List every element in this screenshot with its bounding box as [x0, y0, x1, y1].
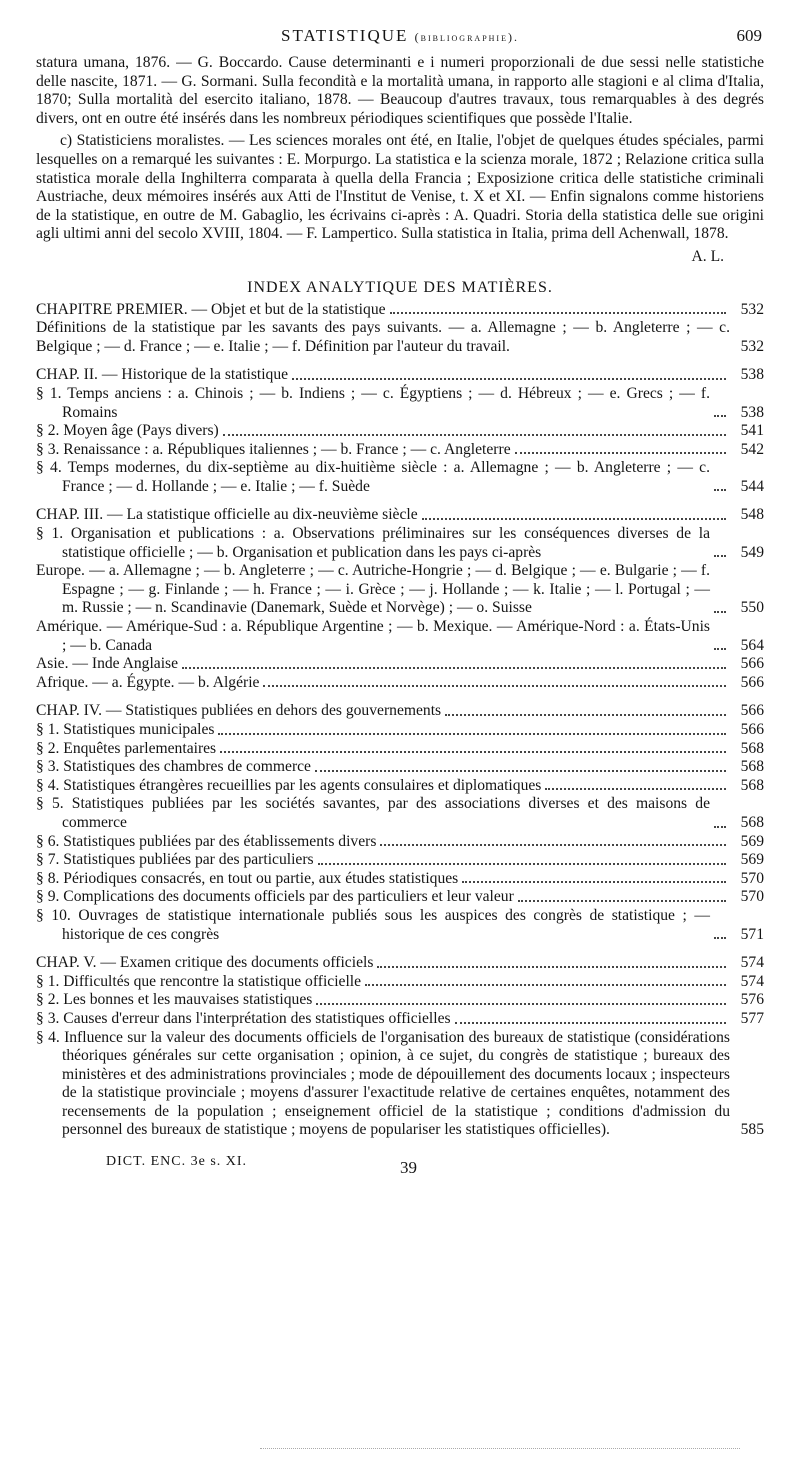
leader-dots — [714, 937, 726, 939]
chapter-1-heading — [36, 301, 764, 320]
section-text: § 1. Temps anciens : a. Chinois ; — b. Indiens ; — c. Égyptiens ; — d. Hébreux ; — e. Grecs ; — f. Romains — [36, 384, 710, 421]
leader-dots — [390, 312, 726, 314]
leader-dots — [220, 751, 726, 753]
section-text: Amérique. — Amérique-Sud : a. République Argentine ; — b. Mexique. — Amérique-Nord : a. États-Unis ; — b. Canada — [36, 618, 710, 654]
section-page: 569 — [740, 851, 764, 869]
chapter-5-section-2 — [36, 991, 764, 1010]
chapter-3-page: 548 — [740, 506, 764, 524]
section-text: § 6. Statistiques publiées par des établissements divers — [36, 832, 377, 850]
leader-dots — [518, 900, 726, 902]
chapter-2-section-2 — [36, 422, 764, 441]
section-text: § 5. Statistiques publiées par les sociétés savantes, par des associations diverses et des maisons de commerce — [36, 795, 710, 831]
chapter-3-amerique — [36, 618, 764, 655]
definitions-page: 532 — [740, 337, 764, 355]
chapter-1-definitions — [36, 319, 764, 356]
chapter-5-section-1 — [36, 973, 764, 992]
section-page: 569 — [740, 832, 764, 850]
section-page: 550 — [740, 599, 764, 617]
chapter-4-heading — [36, 702, 764, 721]
chapter-4-section-1 — [36, 721, 764, 740]
chapter-4-section-5 — [36, 795, 764, 832]
leader-dots — [316, 1003, 726, 1005]
chapter-4-section-9 — [36, 888, 764, 907]
section-page: 544 — [740, 477, 764, 495]
section-text: § 9. Complications des documents officiels par des particuliers et leur valeur — [36, 888, 514, 906]
leader-dots — [714, 555, 726, 557]
leader-dots — [318, 863, 726, 865]
author-signature: A. L. — [691, 247, 724, 265]
section-text: § 3. Renaissance : a. Républiques italiennes ; — b. France ; — c. Angleterre — [36, 440, 511, 458]
leader-dots — [714, 648, 726, 650]
chapter-3-section-1 — [36, 525, 764, 562]
chapter-4-title: CHAP. IV. — Statistiques publiées en dehors des gouvernements — [36, 702, 442, 720]
chapter-5-title: CHAP. V. — Examen critique des documents officiels — [36, 954, 374, 972]
chapter-3-heading — [36, 506, 764, 525]
chapter-3-afrique — [36, 674, 764, 693]
chapter-1-title: CHAPITRE PREMIER. — Objet et but de la statistique — [36, 300, 386, 318]
section-page: 574 — [740, 972, 764, 990]
chapter-4-section-7 — [36, 851, 764, 870]
chapter-3-title: CHAP. III. — La statistique officielle au dix-neuvième siècle — [36, 506, 418, 524]
section-page: 576 — [740, 991, 764, 1009]
leader-dots — [714, 489, 726, 491]
section-page: 566 — [740, 655, 764, 673]
section-page: 571 — [740, 925, 764, 943]
section-text: § 8. Périodiques consacrés, en tout ou partie, aux études statistiques — [36, 869, 459, 887]
section-text: § 2. Les bonnes et les mauvaises statistiques — [36, 991, 313, 1009]
section-text: § 10. Ouvrages de statistique internationale publiés sous les auspices des congrès de statistique ; — historique de ces congrès — [36, 906, 710, 943]
leader-dots — [714, 826, 726, 828]
leader-dots — [462, 881, 726, 883]
section-text: § 7. Statistiques publiées par des particuliers — [36, 851, 314, 869]
section-page: 566 — [740, 673, 764, 691]
section-text: § 1. Statistiques municipales — [36, 721, 215, 738]
section-page: 568 — [740, 739, 764, 757]
chapter-1-page: 532 — [740, 300, 764, 318]
section-page: 570 — [740, 869, 764, 887]
section-text: Asie. — Inde Anglaise — [36, 655, 179, 673]
leader-dots — [223, 434, 726, 436]
section-page: 541 — [740, 422, 764, 440]
chapter-4-section-6 — [36, 833, 764, 852]
section-text: Europe. — a. Allemagne ; — b. Angleterre ; — c. Autriche-Hongrie ; — d. Belgique ; — e. Bulgarie ; — f. Espagne ; — g. Finlande ; — h. France ; — i. Grèce ; — j. Hollande ; — k. Italie ; — l. Portugal ; — m. Russie ; — n. Scandinavie (Danemark, Suède et Norvège) ; — o. Suisse — [36, 562, 710, 617]
page-number: 609 — [736, 26, 762, 45]
page-footer — [36, 1154, 764, 1184]
section-text: § 3. Causes d'erreur dans l'interprétation des statistiques officielles — [36, 1009, 451, 1027]
chapter-2-heading — [36, 366, 764, 385]
section-page: 568 — [740, 776, 764, 794]
chapter-5-heading — [36, 954, 764, 973]
leader-dots — [545, 788, 726, 790]
leader-dots — [714, 611, 726, 613]
section-text: § 4. Influence sur la valeur des documents officiels de l'organisation des bureaux de statistique (considérations théoriques générales sur cette organisation ; opinion, à ce sujet, du congrès de statistique ; bureaux des ministères et des administrations provinciales ; mode de dépouillement des documents locaux ; inspecteurs de la statistique provinciale ; moyens d'assurer l'exactitude relative de certaines enquêtes, notamment des recensements de la population ; enseignement officiel de la statistique ; conditions d'admission du personnel des bureaux de statistique ; moyens de populariser les statistiques officielles). — [36, 1028, 730, 1139]
running-header — [36, 26, 764, 54]
chapter-4-section-8 — [36, 870, 764, 889]
signature-mark: DICT. ENC. 3e s. XI. — [106, 1154, 248, 1170]
definitions-text: Définitions de la statistique par les savants des pays suivants. — a. Allemagne ; — b. Angleterre ; — c. Belgique ; — d. France ; — e. Italie ; — f. Définition par l'auteur du travail. — [36, 319, 730, 355]
leader-dots — [365, 984, 726, 986]
section-text: § 4. Temps modernes, du dix-septième au dix-huitième siècle : a. Allemagne ; — b. Angleterre ; — c. France ; — d. Hollande ; — e. Italie ; — f. Suède — [36, 459, 710, 495]
chapter-4-section-4 — [36, 777, 764, 796]
leader-dots — [377, 966, 726, 968]
section-page: 585 — [740, 1121, 764, 1139]
section-page: 577 — [740, 1009, 764, 1027]
chapter-3-europe — [36, 562, 764, 618]
section-page: 570 — [740, 888, 764, 906]
chapter-5-section-3 — [36, 1010, 764, 1029]
leader-dots — [292, 378, 726, 380]
chapter-2-section-4 — [36, 459, 764, 496]
running-title-text: STATISTIQUE — [281, 26, 409, 45]
chapter-2-section-3 — [36, 441, 764, 460]
intro-paragraph-1: statura umana, 1876. — G. Boccardo. Cause determinanti e i numeri proporzionali de due sessi nelle statistiche delle nascite, 1871. — G. Sormani. Sulla fecondità e la mortalità umana, in rapporto alle stagioni e al clima d'Italia, 1870; Sulla mortalità del esercito italiano, 1878. — Beaucoup d'autres travaux, tous remarquables à des degrés divers, ont en outre été insérés dans les nombreux périodiques scientifiques que possède l'Italie. — [36, 54, 764, 127]
intro-paragraph-2: c) Statisticiens moralistes. — Les sciences morales ont été, en Italie, l'objet de quelques études spéciales, parmi lesquelles on a remarqué les suivantes : E. Morpurgo. La statistica e la scienza morale, 1872 ; Relazione critica sulla statistica morale della Inghilterra comparata à quella della Francia ; Exposizione critica delle statistiche criminali Austriache, deux mémoires insérés aux Atti de l'Institut de Venise, t. X et XI. — Enfin signalons comme historiens de la statistique, en outre de M. Gabaglio, les écrivains ci-après : A. Quadri. Storia della statistica delle sue origini agli ultimi anni del secolo XVIII, 1804. — F. Lampertico. Sulla statistica in Italia, prima dell Achenwall, 1878. — [36, 132, 764, 243]
chapter-4-page: 566 — [740, 702, 764, 720]
chapter-5-section-4 — [36, 1029, 764, 1141]
section-page: 542 — [740, 440, 764, 458]
leader-dots — [380, 844, 726, 846]
chapter-2-section-1 — [36, 385, 764, 422]
section-page: 566 — [740, 721, 764, 738]
bottom-rule — [260, 1448, 740, 1449]
index-title: INDEX ANALYTIQUE DES MATIÈRES. — [247, 278, 553, 296]
section-text: § 2. Moyen âge (Pays divers) — [36, 422, 219, 440]
section-text: Afrique. — a. Égypte. — b. Algérie — [36, 673, 260, 691]
section-text: § 1. Organisation et publications : a. Observations préliminaires sur les conséquences diverses de la statistique officielle ; — b. Organisation et publication dans les pays ci-après — [36, 525, 710, 561]
leader-dots — [182, 667, 726, 669]
section-page: 568 — [740, 813, 764, 831]
section-text: § 3. Statistiques des chambres de commerce — [36, 758, 311, 776]
sheet-number: 39 — [400, 1158, 417, 1178]
leader-dots — [422, 518, 726, 520]
chapter-2-page: 538 — [740, 366, 764, 384]
chapter-3-asie — [36, 655, 764, 674]
chapter-4-section-3 — [36, 758, 764, 777]
chapter-4-section-10 — [36, 907, 764, 944]
running-title-subtitle: (bibliographie). — [414, 30, 519, 44]
leader-dots — [445, 714, 726, 716]
chapter-5-page: 574 — [740, 954, 764, 972]
section-page: 568 — [740, 758, 764, 776]
leader-dots — [515, 452, 726, 454]
leader-dots — [263, 685, 726, 687]
leader-dots — [455, 1022, 726, 1024]
section-page: 564 — [740, 636, 764, 654]
leader-dots — [315, 770, 726, 772]
leader-dots — [218, 733, 726, 735]
leader-dots — [714, 415, 726, 417]
section-text: § 4. Statistiques étrangères recueillies par les agents consulaires et diplomatiques — [36, 776, 542, 794]
running-title — [36, 26, 764, 46]
section-text: § 1. Difficultés que rencontre la statistique officielle — [36, 972, 362, 990]
chapter-4-section-2 — [36, 740, 764, 759]
section-page: 538 — [740, 403, 764, 421]
chapter-2-title: CHAP. II. — Historique de la statistique — [36, 366, 289, 384]
section-text: § 2. Enquêtes parlementaires — [36, 739, 217, 757]
section-page: 549 — [740, 543, 764, 561]
